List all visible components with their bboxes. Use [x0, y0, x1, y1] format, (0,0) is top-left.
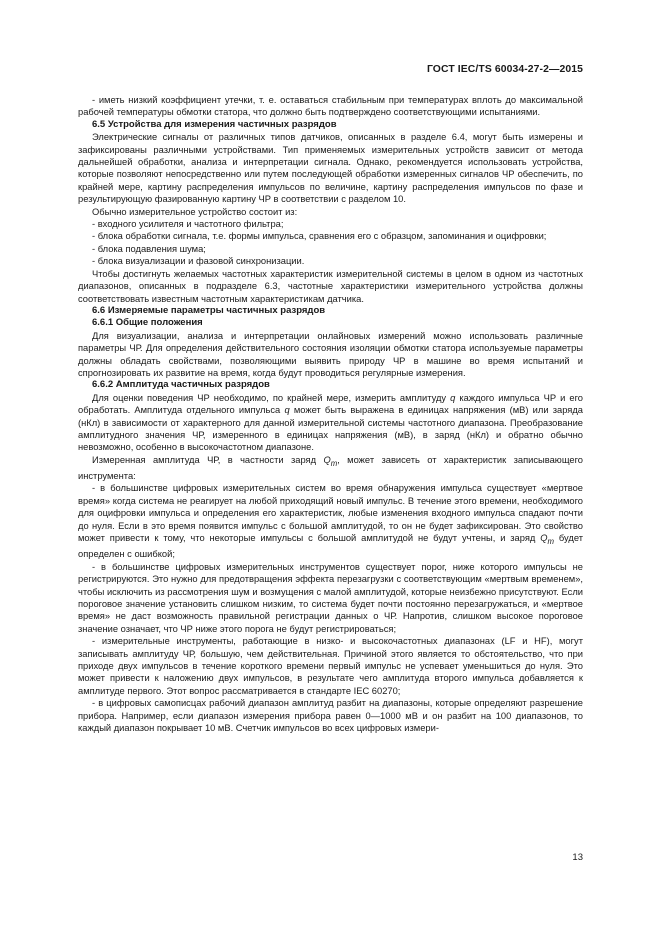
section-heading-6-5: 6.5 Устройства для измерения частичных разрядов: [92, 118, 337, 130]
page-number: 13: [572, 852, 583, 863]
symbol-Q: Q: [323, 454, 331, 465]
list-item: - измерительные инструменты, работающие в низко- и высокочастотных диапазонах (LF и HF), могут записывать амплитуду ЧР, большую, чем действительная. Причиной этого является то обстоятельство, что при приходе двух импульсов в течение короткого времени первый импульс не успевает уменьшиться до нуля. Это может привести к наложению двух импульсов, в результате чего амплитуда второго импульса добавляется к амплитуде первого. Этот вопрос рассматривается в стандарте IEC 60270;: [78, 636, 583, 696]
list-item: - блока подавления шума;: [92, 243, 206, 254]
subsection-heading-6-6-2: 6.6.2 Амплитуда частичных разрядов: [92, 379, 270, 391]
list-item: - входного усилителя и частотного фильтра;: [92, 219, 284, 230]
paragraph: Электрические сигналы от различных типов датчиков, описанных в разделе 6.4, могут быть измерены и зафиксированы различными устройствами. Тип применяемых измерительных устройств зависит от метода дальнейшей обработки, анализа и интерпретации сигнала. Однако, рекомендуется использовать устройства, которые позволяют непосредственно или путем последующей обработки измеренных сигналов ЧР обеспечить, по крайней мере, картину распределения импульсов по величине, картину распределения импульсов по фазе и результирующую фазированную картину ЧР в соответствии с разделом 10.: [78, 132, 583, 205]
paragraph: [78, 392, 583, 454]
symbol-q: q: [284, 405, 290, 416]
text-run: Для оценки поведения ЧР необходимо, по крайней мере, измерить амплитуду: [92, 392, 451, 403]
symbol-Q: Q: [540, 533, 548, 544]
symbol-subscript-m: m: [547, 536, 554, 546]
list-item: - в большинстве цифровых измерительных инструментов существует порог, ниже которого импульсы не регистрируются. Это нужно для предотвращения эффекта перезагрузки с соответствующим «мертвым временем», чтобы исключить из рассмотрения шум и возмущения с малой амплитудой, которые неизбежно присутствуют. Если пороговое значение установить слишком низким, то система будет почти постоянно перезагружаться, и «мертвое время» не даст возможность правильной регистрации данных о ЧР. Напротив, слишком высокое пороговое значение означает, что ЧР ниже этого порога не будут регистрироваться;: [78, 561, 583, 634]
text-run: будет определен с ошибкой;: [78, 533, 583, 560]
subsection-heading-6-6-1: 6.6.1 Общие положения: [92, 317, 203, 329]
paragraph: [78, 454, 583, 483]
paragraph: Чтобы достигнуть желаемых частотных характеристик измерительной системы в целом в одном из частотных диапазонов, описанных в подразделе 6.3, частотные характеристики измерительного устройства должны соответствовать известным частотным характеристикам датчика.: [78, 268, 583, 304]
paragraph: Для визуализации, анализа и интерпретации онлайновых измерений можно использовать различные параметры ЧР. Для определения действительного состояния изоляции обмотки статора используемые параметры должны обладать свойствами, позволяющими выявить природу ЧР в машине во время испытаний и спрогнозировать их развитие на время, когда будут проводиться регулярные измерения.: [78, 330, 583, 378]
text-run: - в большинстве цифровых измерительных систем во время обнаружения импульса существует «мертвое время» когда система не реагирует на любой приходящий новый импульс. В течение этого времени, необходимого для оцифровки импульса и определения его характеристик, любые изменения входного импульса спадают почти до нуля. Если в это время появится импульс с большой амплитудой, то он не будет зафиксирован. Это свойство может привести к тому, что некоторые импульсы с большой амплитудой не будут учтены, и заряд: [78, 483, 583, 544]
text-run: каждого импульса ЧР и его обработать. Амплитуда отдельного импульса: [78, 392, 583, 416]
list-item: [78, 482, 583, 560]
list-item: - в цифровых самописцах рабочий диапазон амплитуд разбит на диапазоны, которые определяют разрешение прибора. Например, если диапазон измерения прибора равен 0—1000 мВ и он разбит на 100 диапазонов, то каждый диапазон покрывает 10 мВ. Счетчик импульсов во всех цифровых измери-: [78, 698, 583, 734]
list-item: - блока обработки сигнала, т.е. формы импульса, сравнения его с образцом, запоминания и оцифровки;: [92, 231, 547, 242]
text-run: может быть выражена в единицах напряжения (мВ) или заряда (нКл) в зависимости от характерного для данной измерительной системы частотного диапазона. Преобразование амплитудного значения ЧР, измеренного в единицах напряжения (мВ), в заряд (нКл) и обратно обычно невозможно, особенно в высокочастотном диапазоне.: [78, 405, 584, 453]
standard-header: ГОСТ IEC/TS 60034-27-2—2015: [426, 64, 583, 75]
list-item: - блока визуализации и фазовой синхронизации.: [92, 256, 305, 267]
section-heading-6-6: 6.6 Измеряемые параметры частичных разрядов: [92, 304, 326, 316]
text-run: , может зависеть от характеристик записывающего инструмента:: [78, 454, 583, 482]
text-run: Измеренная амплитуда ЧР, в частности заряд: [92, 454, 324, 465]
symbol-q: q: [450, 392, 456, 403]
page-body: [78, 94, 583, 734]
symbol-subscript-m: m: [330, 458, 338, 468]
paragraph: Обычно измерительное устройство состоит из:: [92, 206, 298, 217]
paragraph: - иметь низкий коэффициент утечки, т. е. оставаться стабильным при температурах вплоть до максимальной рабочей температуры обмотки статора, что должно быть подтверждено соответствующими испытаниями.: [78, 95, 583, 118]
